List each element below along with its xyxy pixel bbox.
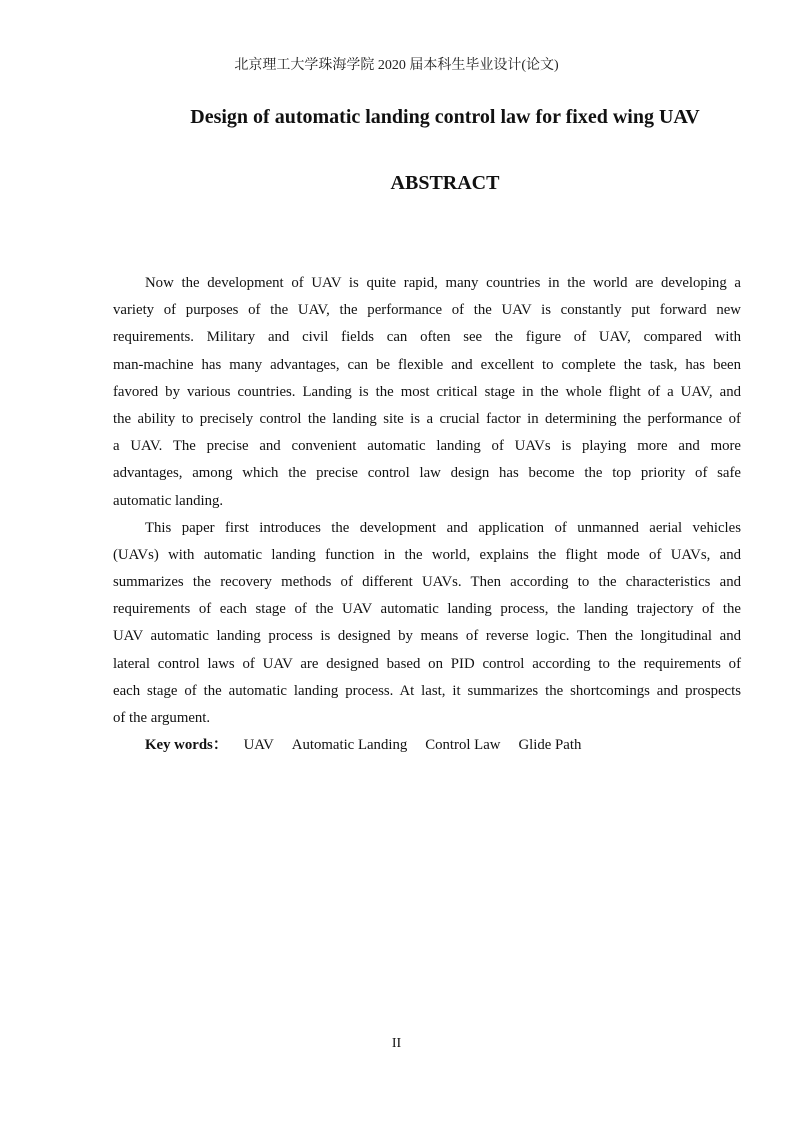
text-line: the ability to precisely control the landing site is a crucial factor in determining the performance of xyxy=(113,410,741,427)
running-header: 北京理工大学珠海学院 2020 届本科生毕业设计(论文) xyxy=(234,58,559,73)
text-line: advantages, among which the precise control law design has become the top priority of safe xyxy=(113,465,741,482)
keywords xyxy=(113,732,741,759)
thesis-title: Design of automatic landing control law for fixed wing UAV xyxy=(190,106,700,128)
keyword-item: Automatic Landing xyxy=(291,737,408,754)
page-number: II xyxy=(391,1036,402,1051)
keywords-label: Key words： xyxy=(145,737,228,754)
text-line: man-machine has many advantages, can be flexible and excellent to complete the task, has been xyxy=(113,356,741,373)
text-line: each stage of the automatic landing process. At last, it summarizes the shortcomings and prospects xyxy=(113,682,741,699)
text-line: favored by various countries. Landing is the most critical stage in the whole flight of a UAV, and xyxy=(113,383,741,400)
keyword-item: UAV xyxy=(243,737,274,754)
text-line: Now the development of UAV is quite rapid, many countries in the world are developing a xyxy=(145,275,741,291)
text-line: This paper first introduces the development and application of unmanned aerial vehicles xyxy=(145,519,741,536)
text-line: (UAVs) with automatic landing function in the world, explains the flight mode of UAVs, and xyxy=(113,546,741,563)
text-line: summarizes the recovery methods of different UAVs. Then according to the characteristics and xyxy=(113,574,741,591)
text-line: requirements of each stage of the UAV automatic landing process, the landing trajectory of the xyxy=(113,601,741,618)
text-line: automatic landing. xyxy=(113,492,224,509)
text-line: requirements. Military and civil fields can often see the figure of UAV, compared with xyxy=(113,329,741,346)
abstract-heading: ABSTRACT xyxy=(390,172,500,194)
text-line: lateral control laws of UAV are designed based on PID control according to the requirements of xyxy=(113,655,741,672)
abstract-paragraph-2 xyxy=(113,515,741,733)
text-line: UAV automatic landing process is designed by means of reverse logic. Then the longitudinal and xyxy=(113,628,741,645)
abstract-body xyxy=(113,270,741,759)
keyword-item: Control Law xyxy=(425,737,501,754)
keyword-item: Glide Path xyxy=(518,737,582,754)
abstract-paragraph-1 xyxy=(113,270,741,515)
text-line: of the argument. xyxy=(113,710,211,726)
text-line: a UAV. The precise and convenient automatic landing of UAVs is playing more and more xyxy=(113,438,741,455)
text-line: variety of purposes of the UAV, the performance of the UAV is constantly put forward new xyxy=(113,302,741,319)
